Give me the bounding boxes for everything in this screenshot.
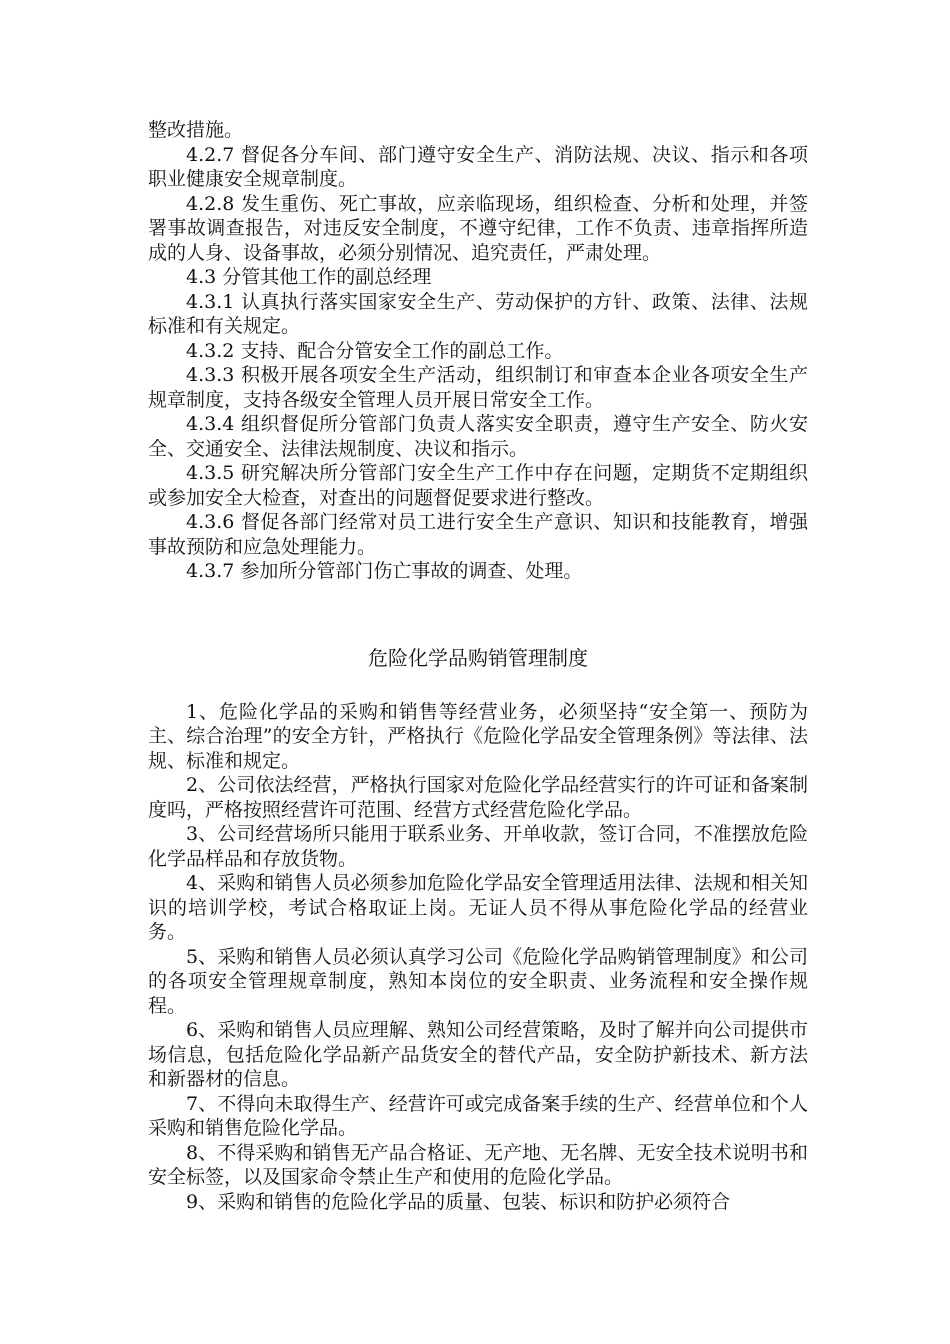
paragraph: 整改措施。	[148, 119, 244, 141]
paragraph: 8、不得采购和销售无产品合格证、无产地、无名牌、无安全技术说明书和安全标签，以及国家命令禁止生产和使用的危险化学品。	[148, 1141, 808, 1188]
paragraph: 4.3.4 组织督促所分管部门负责人落实安全职责，遵守生产安全、防火安全、交通安全、法律法规制度、决议和指示。	[148, 413, 808, 460]
paragraph: 4.3.2 支持、配合分管安全工作的副总工作。	[186, 339, 564, 362]
paragraph: 4.2.8 发生重伤、死亡事故，应亲临现场，组织检查、分析和处理，并签署事故调查报告，对违反安全制度，不遵守纪律，工作不负责、违章指挥所造成的人身、设备事故，必须分别情况、追究责任，严肃处理。	[148, 192, 808, 264]
subsection-heading: 4.3 分管其他工作的副总经理	[186, 266, 432, 288]
document-page	[148, 118, 808, 1214]
paragraph: 4.3.5 研究解决所分管部门安全生产工作中存在问题，定期货不定期组织或参加安全大检查，对查出的问题督促要求进行整改。	[148, 462, 808, 509]
section-procurement-rules	[148, 700, 808, 1215]
paragraph: 7、不得向未取得生产、经营许可或完成备案手续的生产、经营单位和个人采购和销售危险化学品。	[148, 1092, 808, 1139]
paragraph: 4、采购和销售人员必须参加危险化学品安全管理适用法律、法规和相关知识的培训学校，考试合格取证上岗。无证人员不得从事危险化学品的经营业务。	[148, 872, 808, 943]
paragraph: 4.3.6 督促各部门经常对员工进行安全生产意识、知识和技能教育，增强事故预防和应急处理能力。	[148, 511, 808, 558]
paragraph: 5、采购和销售人员必须认真学习公司《危险化学品购销管理制度》和公司的各项安全管理规章制度，熟知本岗位的安全职责、业务流程和安全操作规程。	[148, 945, 808, 1017]
paragraph: 2、公司依法经营，严格执行国家对危险化学品经营实行的许可证和备案制度吗，严格按照经营许可范围、经营方式经营危险化学品。	[148, 774, 808, 821]
paragraph: 4.3.7 参加所分管部门伤亡事故的调查、处理。	[186, 560, 583, 582]
paragraph: 3、公司经营场所只能用于联系业务、开单收款，签订合同，不准摆放危险化学品样品和存放货物。	[148, 823, 808, 870]
paragraph: 4.2.7 督促各分车间、部门遵守安全生产、消防法规、决议、指示和各项职业健康安全规章制度。	[148, 143, 808, 190]
section-title: 危险化学品购销管理制度	[368, 645, 588, 670]
paragraph: 1、危险化学品的采购和销售等经营业务，必须坚持“安全第一、预防为主、综合治理”的安全方针，严格执行《危险化学品安全管理条例》等法律、法规、标准和规定。	[148, 700, 808, 772]
paragraph: 4.3.1 认真执行落实国家安全生产、劳动保护的方针、政策、法律、法规标准和有关规定。	[148, 290, 808, 337]
paragraph: 9、采购和销售的危险化学品的质量、包装、标识和防护必须符合	[186, 1190, 731, 1213]
paragraph: 4.3.3 积极开展各项安全生产活动，组织制订和审查本企业各项安全生产规章制度，支持各级安全管理人员开展日常安全工作。	[148, 364, 808, 411]
section-responsibilities	[148, 118, 808, 584]
paragraph: 6、采购和销售人员应理解、熟知公司经营策略，及时了解并向公司提供市场信息，包括危险化学品新产品货安全的替代产品，安全防护新技术、新方法和新器材的信息。	[148, 1019, 808, 1090]
